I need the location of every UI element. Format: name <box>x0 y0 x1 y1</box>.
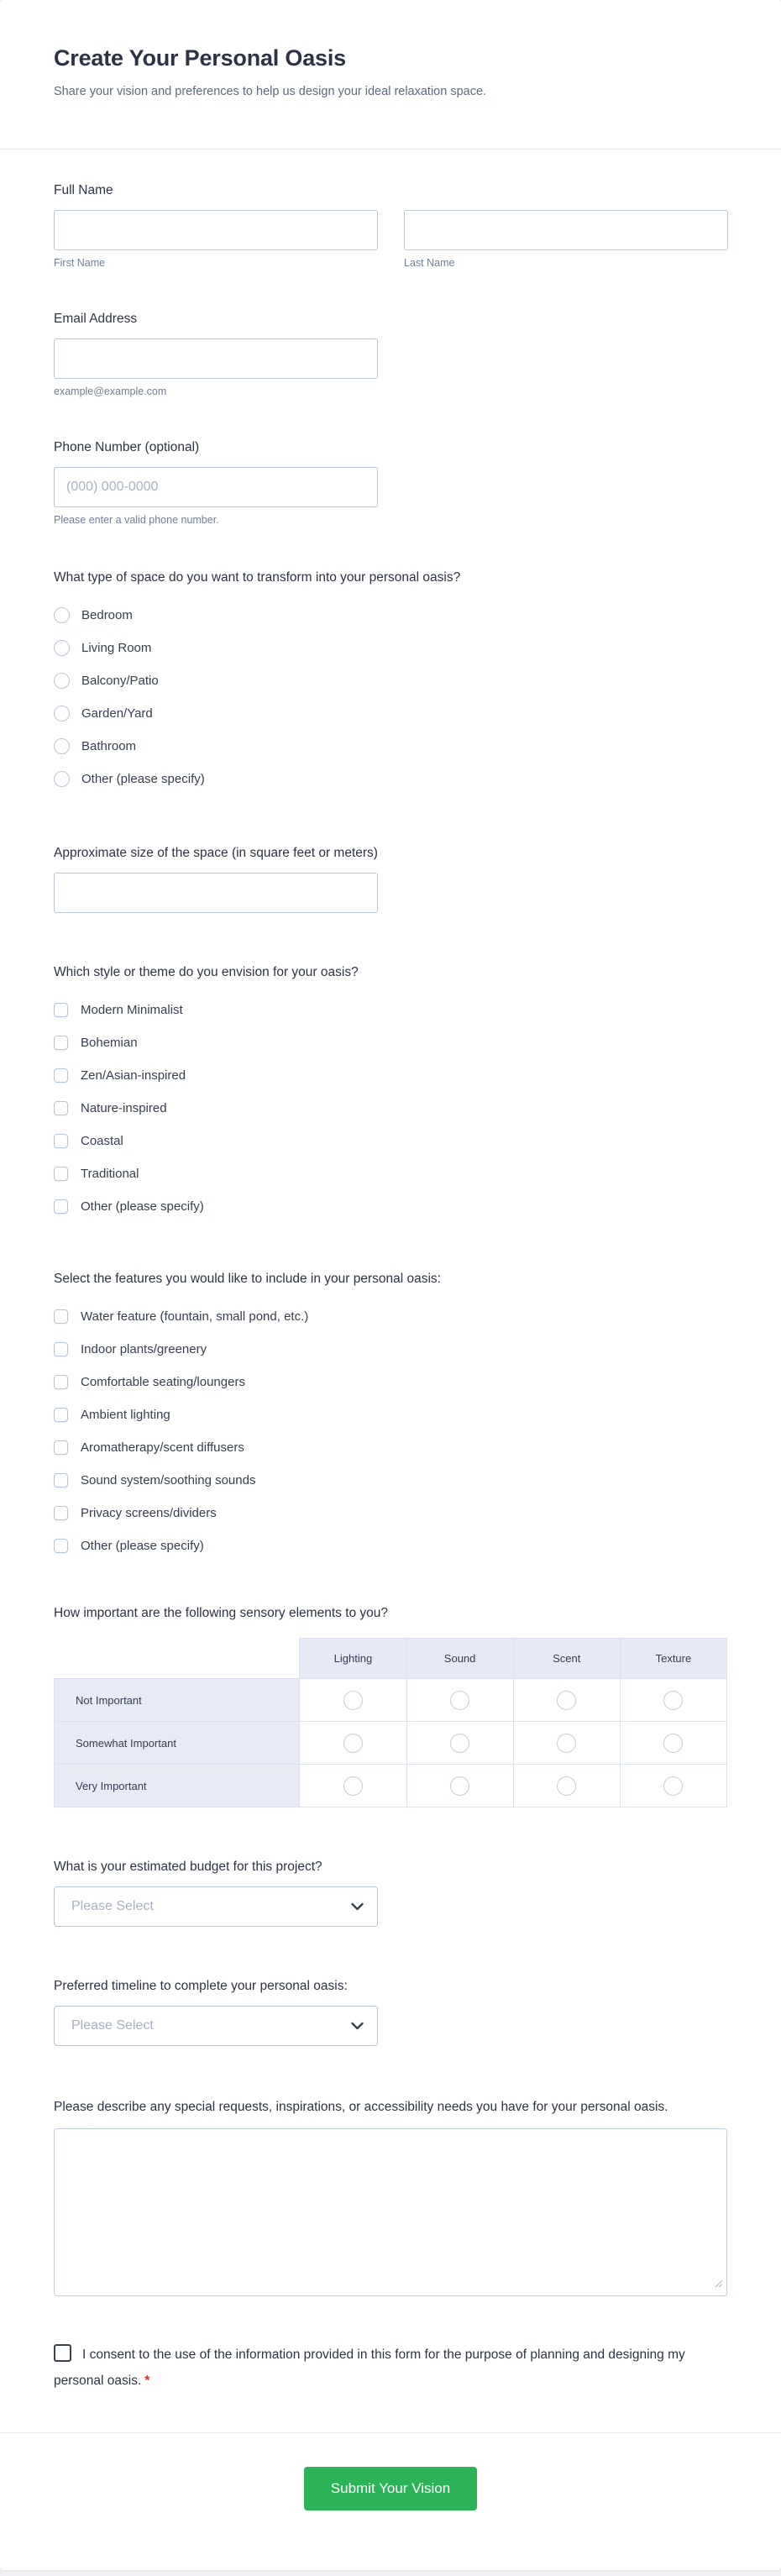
radio-button-icon[interactable] <box>54 673 70 689</box>
space-size-field <box>54 844 727 913</box>
matrix-cell[interactable] <box>513 1765 620 1807</box>
textarea-resize-grip-icon[interactable] <box>715 2277 723 2292</box>
features-question: Select the features you would like to include in your personal oasis: <box>54 1272 441 1286</box>
radio-button-icon[interactable] <box>54 738 70 754</box>
matrix-radio-icon[interactable] <box>343 1734 363 1753</box>
features-options <box>54 1300 727 1562</box>
matrix-radio-icon[interactable] <box>343 1691 363 1710</box>
matrix-cell[interactable] <box>620 1722 726 1765</box>
submit-section <box>0 2433 781 2554</box>
feature-checkbox-option[interactable] <box>54 1333 727 1366</box>
matrix-radio-icon[interactable] <box>557 1734 576 1753</box>
feature-checkbox-option[interactable] <box>54 1497 727 1529</box>
chevron-down-icon <box>351 2022 364 2030</box>
matrix-cell[interactable] <box>300 1765 406 1807</box>
radio-option-label: Balcony/Patio <box>81 674 159 688</box>
style-theme-options <box>54 994 727 1223</box>
checkbox-option-label: Bohemian <box>81 1036 138 1050</box>
checkbox-icon[interactable] <box>54 1199 68 1214</box>
special-requests-question: Please describe any special requests, inspirations, or accessibility needs you have for your personal oasis. <box>54 2100 668 2114</box>
form-body <box>0 150 781 2432</box>
timeline-question: Preferred timeline to complete your personal oasis: <box>54 1979 348 1993</box>
radio-option-label: Garden/Yard <box>81 706 153 721</box>
radio-option-label: Living Room <box>81 641 152 655</box>
matrix-column-header: Texture <box>620 1639 726 1679</box>
checkbox-option-label: Nature-inspired <box>81 1101 167 1115</box>
sensory-matrix-table <box>54 1638 727 1807</box>
email-input[interactable] <box>54 338 378 379</box>
features-field <box>54 1270 727 1562</box>
feature-checkbox-option[interactable] <box>54 1464 727 1497</box>
page-title: Create Your Personal Oasis <box>54 45 346 71</box>
checkbox-option-label: Indoor plants/greenery <box>81 1342 207 1356</box>
space-type-question: What type of space do you want to transform into your personal oasis? <box>54 570 461 585</box>
checkbox-icon[interactable] <box>54 1408 68 1422</box>
chevron-down-icon <box>351 1902 364 1911</box>
matrix-body <box>55 1679 727 1807</box>
email-field <box>54 310 727 398</box>
checkbox-icon[interactable] <box>54 1375 68 1389</box>
matrix-corner-cell <box>55 1639 300 1679</box>
special-requests-textarea[interactable] <box>54 2128 727 2296</box>
matrix-cell[interactable] <box>300 1679 406 1722</box>
form-subtitle: Share your vision and preferences to help us design your ideal relaxation space. <box>54 85 487 98</box>
timeline-field <box>54 1977 727 2046</box>
matrix-cell[interactable] <box>513 1679 620 1722</box>
full-name-field <box>54 181 727 270</box>
phone-label: Phone Number (optional) <box>54 440 200 454</box>
radio-button-icon[interactable] <box>54 771 70 787</box>
radio-option-label: Bathroom <box>81 739 137 753</box>
consent-field <box>54 2342 727 2394</box>
space-size-label: Approximate size of the space (in square feet or meters) <box>54 846 378 860</box>
phone-input[interactable] <box>54 467 378 507</box>
checkbox-icon[interactable] <box>54 1539 68 1553</box>
budget-question: What is your estimated budget for this project? <box>54 1860 322 1874</box>
sensory-matrix-field <box>54 1604 727 1807</box>
timeline-select-value: Please Select <box>71 2018 154 2033</box>
matrix-header-row <box>55 1639 727 1679</box>
style-theme-checkbox-option[interactable] <box>54 994 727 1026</box>
consent-checkbox-icon[interactable] <box>54 2344 71 2362</box>
radio-option-label: Other (please specify) <box>81 772 205 786</box>
checkbox-option-label: Zen/Asian-inspired <box>81 1068 186 1083</box>
radio-button-icon[interactable] <box>54 607 70 623</box>
sensory-matrix-question: How important are the following sensory elements to you? <box>54 1606 389 1620</box>
matrix-cell[interactable] <box>620 1679 726 1722</box>
checkbox-icon[interactable] <box>54 1309 68 1324</box>
matrix-radio-icon[interactable] <box>663 1776 683 1796</box>
matrix-radio-icon[interactable] <box>343 1776 363 1796</box>
space-type-radio-option[interactable] <box>54 664 727 697</box>
full-name-label: Full Name <box>54 183 113 197</box>
checkbox-icon[interactable] <box>54 1473 68 1487</box>
matrix-cell[interactable] <box>406 1765 513 1807</box>
timeline-select[interactable] <box>54 2006 378 2046</box>
matrix-radio-icon[interactable] <box>663 1691 683 1710</box>
matrix-cell[interactable] <box>300 1722 406 1765</box>
style-theme-field <box>54 963 727 1223</box>
checkbox-option-label: Other (please specify) <box>81 1539 204 1553</box>
matrix-cell[interactable] <box>406 1679 513 1722</box>
checkbox-option-label: Coastal <box>81 1134 123 1148</box>
checkbox-option-label: Comfortable seating/loungers <box>81 1375 245 1389</box>
special-requests-field <box>54 2098 727 2296</box>
consent-text: I consent to the use of the information provided in this form for the purpose of planning and designing my personal oasis. <box>54 2348 685 2388</box>
space-type-radio-option[interactable] <box>54 730 727 763</box>
style-theme-checkbox-option[interactable] <box>54 1157 727 1190</box>
matrix-cell[interactable] <box>406 1722 513 1765</box>
style-theme-checkbox-option[interactable] <box>54 1125 727 1157</box>
required-asterisk: * <box>144 2374 150 2388</box>
checkbox-icon[interactable] <box>54 1134 68 1148</box>
style-theme-question: Which style or theme do you envision for your oasis? <box>54 965 359 979</box>
radio-button-icon[interactable] <box>54 706 70 721</box>
space-size-input[interactable] <box>54 873 378 913</box>
feature-checkbox-option[interactable] <box>54 1431 727 1464</box>
matrix-column-header: Sound <box>406 1639 513 1679</box>
matrix-row-label: Somewhat Important <box>55 1722 300 1765</box>
matrix-radio-icon[interactable] <box>450 1776 469 1796</box>
space-type-options <box>54 599 727 795</box>
space-type-radio-option[interactable] <box>54 632 727 664</box>
style-theme-checkbox-option[interactable] <box>54 1059 727 1092</box>
first-name-sublabel: First Name <box>54 257 106 269</box>
matrix-radio-icon[interactable] <box>450 1691 469 1710</box>
style-theme-checkbox-option[interactable] <box>54 1092 727 1125</box>
feature-checkbox-option[interactable] <box>54 1366 727 1398</box>
checkbox-option-label: Traditional <box>81 1167 139 1181</box>
checkbox-icon[interactable] <box>54 1167 68 1181</box>
budget-select-value: Please Select <box>71 1899 154 1913</box>
last-name-input[interactable] <box>404 210 728 250</box>
feature-checkbox-option[interactable] <box>54 1398 727 1431</box>
matrix-row <box>55 1679 727 1722</box>
radio-button-icon[interactable] <box>54 640 70 656</box>
style-theme-checkbox-option[interactable] <box>54 1026 727 1059</box>
last-name-sublabel: Last Name <box>404 257 455 269</box>
space-type-field <box>54 569 727 795</box>
form-header <box>0 0 781 100</box>
email-hint: example@example.com <box>54 386 167 397</box>
checkbox-option-label: Water feature (fountain, small pond, etc.) <box>81 1309 309 1324</box>
matrix-cell[interactable] <box>620 1765 726 1807</box>
matrix-row-label: Not Important <box>55 1679 300 1722</box>
checkbox-icon[interactable] <box>54 1036 68 1050</box>
matrix-row-label: Very Important <box>55 1765 300 1807</box>
matrix-column-header: Scent <box>513 1639 620 1679</box>
matrix-column-header: Lighting <box>300 1639 406 1679</box>
checkbox-option-label: Other (please specify) <box>81 1199 204 1214</box>
matrix-row <box>55 1722 727 1765</box>
budget-field <box>54 1858 727 1927</box>
space-type-radio-option[interactable] <box>54 599 727 632</box>
feature-checkbox-option[interactable] <box>54 1300 727 1333</box>
phone-hint: Please enter a valid phone number. <box>54 514 219 526</box>
checkbox-icon[interactable] <box>54 1440 68 1455</box>
checkbox-option-label: Modern Minimalist <box>81 1003 183 1017</box>
checkbox-option-label: Privacy screens/dividers <box>81 1506 217 1520</box>
matrix-radio-icon[interactable] <box>557 1776 576 1796</box>
space-type-radio-option[interactable] <box>54 697 727 730</box>
checkbox-icon[interactable] <box>54 1068 68 1083</box>
checkbox-icon[interactable] <box>54 1506 68 1520</box>
checkbox-icon[interactable] <box>54 1003 68 1017</box>
matrix-row <box>55 1765 727 1807</box>
submit-button[interactable]: Submit Your Vision <box>304 2467 477 2510</box>
matrix-radio-icon[interactable] <box>663 1734 683 1753</box>
style-theme-checkbox-option[interactable] <box>54 1190 727 1223</box>
space-type-radio-option[interactable] <box>54 763 727 795</box>
checkbox-option-label: Sound system/soothing sounds <box>81 1473 256 1487</box>
matrix-cell[interactable] <box>513 1722 620 1765</box>
radio-option-label: Bedroom <box>81 608 133 622</box>
first-name-input[interactable] <box>54 210 378 250</box>
checkbox-icon[interactable] <box>54 1342 68 1356</box>
matrix-radio-icon[interactable] <box>450 1734 469 1753</box>
checkbox-option-label: Aromatherapy/scent diffusers <box>81 1440 244 1455</box>
checkbox-icon[interactable] <box>54 1101 68 1115</box>
matrix-radio-icon[interactable] <box>557 1691 576 1710</box>
checkbox-option-label: Ambient lighting <box>81 1408 170 1422</box>
email-label: Email Address <box>54 312 138 326</box>
feature-checkbox-option[interactable] <box>54 1529 727 1562</box>
phone-field <box>54 438 727 527</box>
consent-row[interactable] <box>54 2348 685 2388</box>
budget-select[interactable] <box>54 1886 378 1927</box>
